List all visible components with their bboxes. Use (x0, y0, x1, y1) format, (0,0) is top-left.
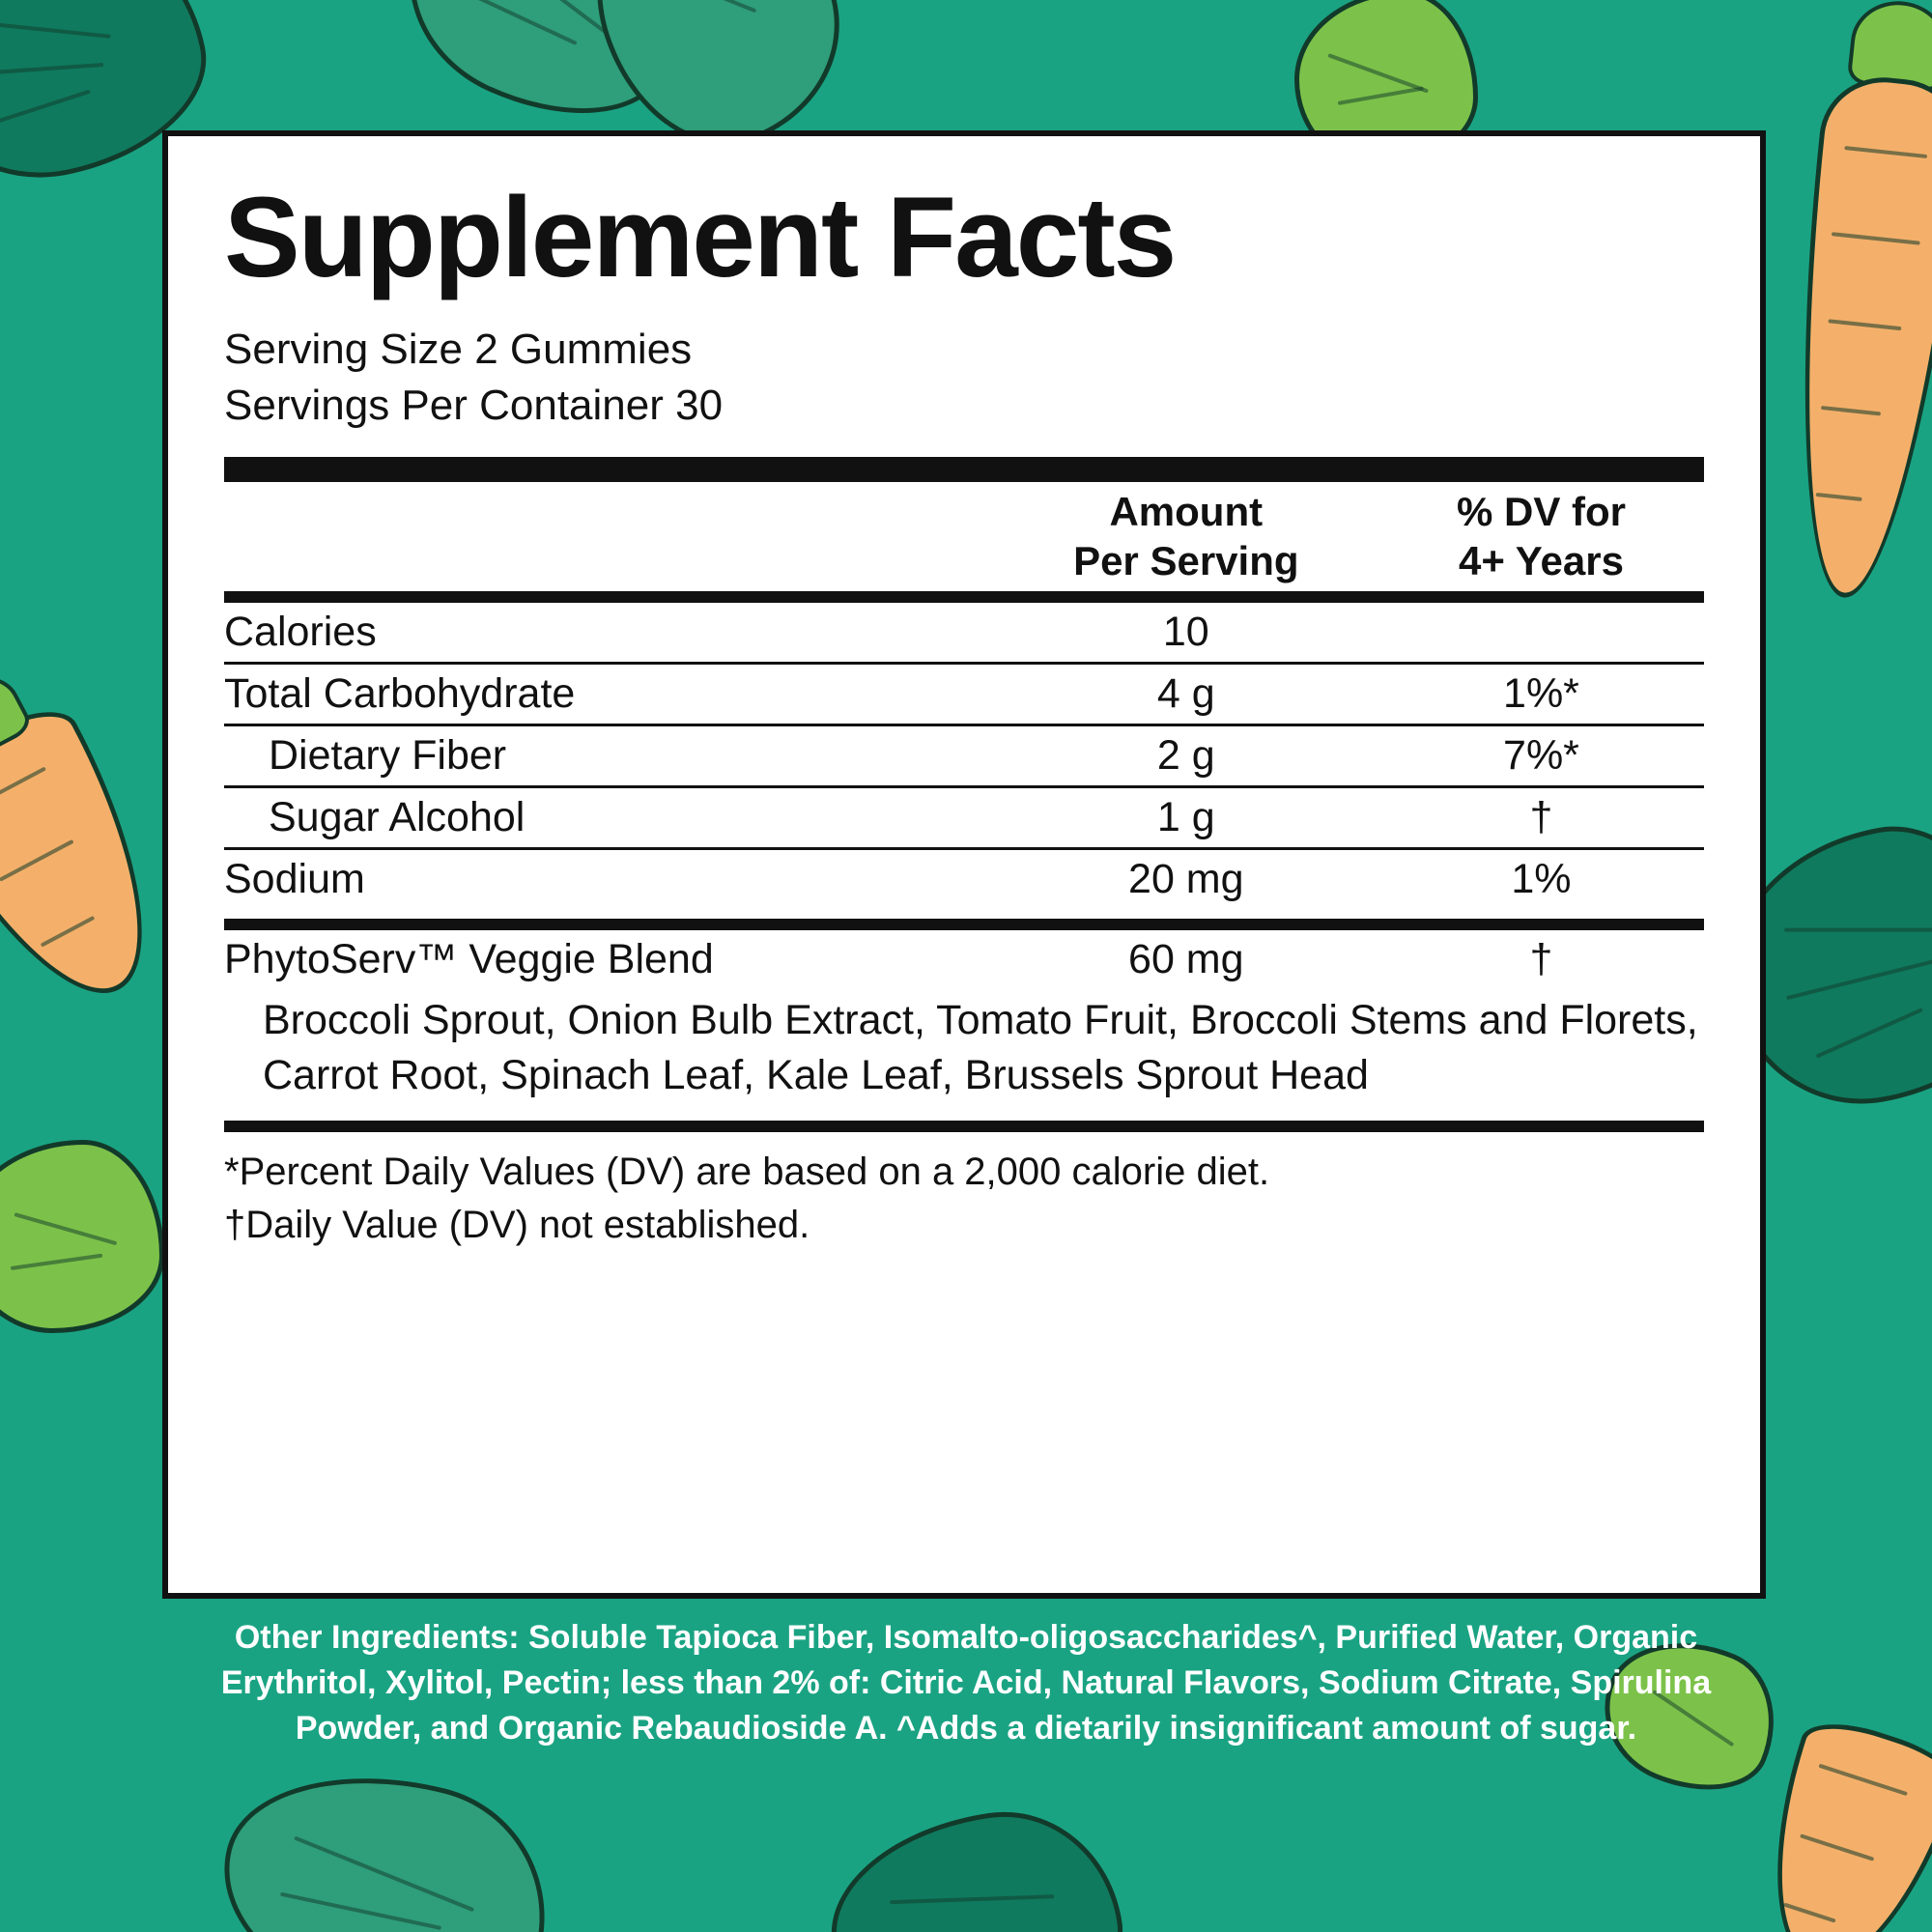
table-header-row (224, 482, 1704, 591)
header-dv-line2: 4+ Years (1459, 537, 1624, 583)
blend-table (224, 930, 1704, 989)
divider-under-header (224, 591, 1704, 603)
nutrient-name: Calories (224, 603, 994, 664)
header-dv (1378, 482, 1704, 591)
nutrient-name: Sodium (224, 855, 365, 902)
nutrient-amount: 10 (994, 603, 1378, 664)
nutrient-amount: 2 g (994, 724, 1378, 786)
table-row (224, 786, 1704, 848)
divider-below-blend (224, 1121, 1704, 1132)
table-row (224, 603, 1704, 664)
header-amount-per-serving (994, 482, 1378, 591)
nutrient-dv: 7%* (1378, 724, 1704, 786)
table-row (224, 848, 1704, 909)
nutrient-dv (1378, 603, 1704, 664)
nutrient-amount: 1 g (994, 786, 1378, 848)
footnote-dv-not-established: †Daily Value (DV) not established. (224, 1203, 810, 1246)
table-row (224, 930, 1704, 989)
serving-size: Serving Size 2 Gummies (224, 326, 693, 373)
nutrient-name: Total Carbohydrate (224, 663, 994, 724)
header-amount-line1: Amount (1109, 489, 1264, 535)
brussels-sprout-icon (0, 1140, 164, 1333)
header-amount-line2: Per Serving (1073, 537, 1299, 583)
nutrient-amount: 4 g (994, 663, 1378, 724)
nutrition-table (224, 482, 1704, 591)
table-row (224, 724, 1704, 786)
nutrient-dv: 1% (1511, 855, 1572, 902)
nutrient-name: Sugar Alcohol (224, 786, 994, 848)
blend-ingredients: Broccoli Sprout, Onion Bulb Extract, Tomato Fruit, Broccoli Stems and Florets, Carrot Root, Spinach Leaf, Kale Leaf, Brussels Sprout Head (263, 996, 1698, 1099)
blend-name: PhytoServ™ Veggie Blend (224, 935, 714, 982)
page-title: Supplement Facts (224, 174, 1176, 301)
spinach-leaf-icon (200, 1741, 573, 1932)
carrot-icon (1771, 62, 1932, 615)
kale-leaf-icon (817, 1797, 1134, 1932)
servings-per-container: Servings Per Container 30 (224, 382, 724, 430)
divider-thick-top (224, 457, 1704, 482)
blend-dv: † (1529, 935, 1553, 982)
table-row (224, 663, 1704, 724)
supplement-facts-panel (162, 130, 1766, 1599)
footnote-daily-values: *Percent Daily Values (DV) are based on a 2,000 calorie diet. (224, 1151, 1270, 1194)
header-dv-line1: % DV for (1456, 489, 1626, 535)
nutrient-amount: 20 mg (1128, 855, 1244, 902)
divider-above-blend (224, 919, 1704, 930)
nutrient-rows (224, 603, 1704, 909)
nutrient-dv: † (1378, 786, 1704, 848)
blend-amount: 60 mg (1128, 935, 1244, 982)
nutrient-name: Dietary Fiber (224, 724, 994, 786)
other-ingredients-text: Other Ingredients: Soluble Tapioca Fiber, Isomalto-oligosaccharides^, Purified Water, Organic Erythritol, Xylitol, Pectin; less than 2% of: Citric Acid, Natural Flavors, Sodium Citrate, Spirulina Powder, and Organic Rebaudioside A. ^Adds a dietarily insignificant amount of sugar. (220, 1619, 1712, 1747)
header-blank (224, 482, 994, 591)
nutrient-dv: 1%* (1378, 663, 1704, 724)
